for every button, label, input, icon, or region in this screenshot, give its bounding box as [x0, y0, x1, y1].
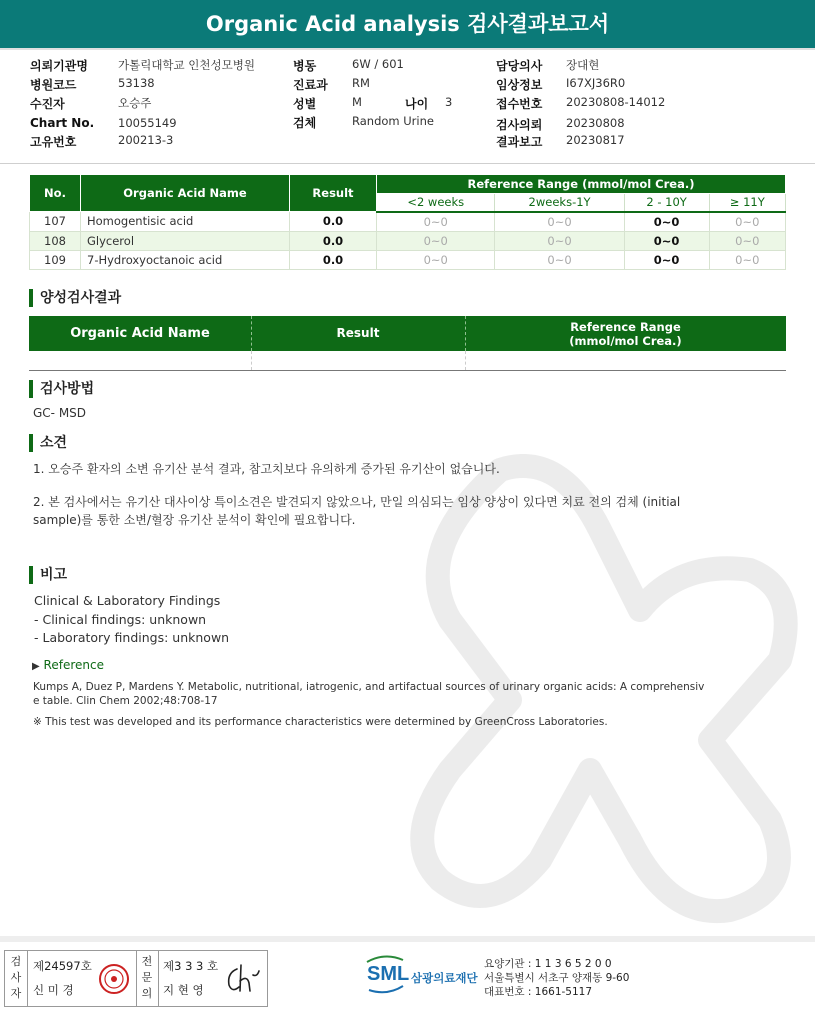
pos-col-result: Result	[336, 326, 380, 340]
company-info-line2: 서울특별시 서초구 양재동 9-60	[484, 972, 630, 984]
label-chart-no: Chart No.	[30, 116, 95, 130]
value-request-date: 20230808	[566, 116, 625, 130]
header-divider	[0, 163, 815, 164]
col-header-ref-2w1y: 2weeks-1Y	[495, 194, 624, 212]
section-positive-title: 양성검사결과	[29, 289, 121, 307]
reference-line1: Kumps A, Duez P, Mardens Y. Metabolic, nutritional, iatrogenic, and artifactual sources of urinary organic acids: A comprehensiv	[33, 681, 705, 693]
findings-p1: 1. 오승주 환자의 소변 유기산 분석 결과, 참고치보다 유의하게 증가된 유기산이 없습니다.	[33, 462, 500, 476]
value-sex: M	[352, 95, 362, 109]
positive-table-empty-row	[29, 351, 786, 371]
section-findings-title: 소견	[29, 434, 67, 452]
pos-divider	[465, 351, 466, 370]
table-row	[30, 231, 786, 250]
col-header-no: No.	[30, 175, 81, 212]
disclaimer-note: ※ This test was developed and its performance characteristics were determined by GreenCross Laboratories.	[33, 716, 608, 728]
expert-signature-icon	[223, 961, 261, 997]
label-receipt-no: 접수번호	[496, 97, 543, 111]
footer-bar	[0, 936, 815, 942]
value-clinical-info: I67XJ36R0	[566, 76, 626, 90]
label-patient: 수진자	[30, 97, 65, 111]
watermark-cross-icon	[380, 440, 810, 960]
row-name: Homogentisic acid	[81, 212, 290, 232]
row-ref: 0~0	[624, 250, 709, 269]
row-ref: 0~0	[377, 250, 495, 269]
row-no: 108	[30, 231, 81, 250]
table-row	[30, 250, 786, 269]
remarks-line1: Clinical & Laboratory Findings	[34, 593, 221, 608]
label-sex: 성별	[293, 97, 317, 111]
tester-label	[7, 954, 25, 1002]
section-method-title: 검사방법	[29, 380, 94, 398]
row-no: 109	[30, 250, 81, 269]
sml-logo-text: SML	[367, 963, 410, 985]
label-dept: 진료과	[293, 78, 328, 92]
value-chart-no: 10055149	[118, 116, 177, 130]
section-remarks-title: 비고	[29, 566, 67, 584]
findings-p2-line2: sample)를 통한 소변/혈장 유기산 분석이 확인에 필요합니다.	[33, 513, 356, 527]
value-patient: 오승주	[118, 96, 152, 110]
expert-label-char: 전	[141, 955, 153, 968]
pos-col-name: Organic Acid Name	[70, 326, 210, 341]
label-report-date: 결과보고	[496, 135, 543, 149]
label-doctor: 담당의사	[496, 59, 543, 73]
pos-col-ref-line2: (mmol/mol Crea.)	[569, 334, 682, 348]
header-info	[30, 57, 790, 152]
label-request-date: 검사의뢰	[496, 118, 543, 132]
col-header-ref-11y: ≥ 11Y	[709, 194, 785, 212]
row-ref: 0~0	[495, 250, 624, 269]
signature-box	[4, 950, 268, 1007]
col-header-name: Organic Acid Name	[81, 175, 290, 212]
row-name: 7-Hydroxyoctanoic acid	[81, 250, 290, 269]
row-name: Glycerol	[81, 231, 290, 250]
value-unique-no: 200213-3	[118, 133, 174, 147]
tester-name: 신 미 경	[33, 983, 74, 997]
expert-license-no: 제3 3 3 호	[163, 959, 219, 973]
value-age: 3	[445, 95, 453, 109]
row-no: 107	[30, 212, 81, 232]
tester-label-char: 자	[10, 987, 22, 1000]
label-hospital: 의뢰기관명	[30, 59, 88, 73]
row-ref: 0~0	[624, 231, 709, 250]
results-table	[29, 174, 786, 270]
tester-label-char: 검	[10, 955, 22, 968]
value-ward: 6W / 601	[352, 57, 404, 71]
pos-col-ref	[465, 320, 786, 348]
pos-col-ref-line1: Reference Range	[570, 320, 681, 334]
label-unique-no: 고유번호	[30, 135, 77, 149]
expert-label	[138, 954, 156, 1002]
row-ref: 0~0	[377, 231, 495, 250]
row-result: 0.0	[290, 231, 377, 250]
remarks-line3: - Laboratory findings: unknown	[34, 630, 230, 645]
row-ref: 0~0	[709, 231, 785, 250]
sign-divider	[27, 951, 28, 1006]
row-ref: 0~0	[495, 212, 624, 232]
sign-divider	[136, 951, 137, 1006]
reference-header	[32, 658, 104, 672]
report-title: Organic Acid analysis 검사결과보고서	[0, 0, 815, 50]
value-report-date: 20230817	[566, 133, 625, 147]
expert-name: 지 현 영	[163, 983, 204, 997]
col-header-result: Result	[290, 175, 377, 212]
pos-divider	[251, 351, 252, 370]
expert-label-char: 문	[141, 971, 153, 984]
triangle-right-icon: ▶	[32, 661, 40, 672]
value-dept: RM	[352, 76, 370, 90]
company-info-line3: 대표번호 : 1661-5117	[484, 986, 593, 998]
col-header-ref: Reference Range (mmol/mol Crea.)	[377, 175, 786, 194]
table-row	[30, 212, 786, 232]
method-text: GC- MSD	[33, 406, 87, 420]
row-ref: 0~0	[709, 250, 785, 269]
col-header-ref-2-10y: 2 - 10Y	[624, 194, 709, 212]
row-ref: 0~0	[377, 212, 495, 232]
row-ref: 0~0	[624, 212, 709, 232]
label-clinical-info: 임상정보	[496, 78, 543, 92]
positive-table-header	[29, 316, 786, 351]
value-receipt-no: 20230808-14012	[566, 95, 666, 109]
value-hospital: 가톨릭대학교 인천성모병원	[118, 58, 255, 72]
expert-label-char: 의	[141, 987, 153, 1000]
company-info	[484, 957, 629, 999]
value-doctor: 장대현	[566, 58, 600, 72]
findings-p2-line1: 2. 본 검사에서는 유기산 대사이상 특이소견은 발견되지 않았으나, 만일 의심되는 임상 양상이 있다면 치료 전의 검체 (initial	[33, 495, 681, 509]
label-specimen: 검체	[293, 116, 317, 130]
row-result: 0.0	[290, 212, 377, 232]
row-ref: 0~0	[495, 231, 624, 250]
col-header-ref-lt2w: <2 weeks	[377, 194, 495, 212]
value-hospital-code: 53138	[118, 76, 155, 90]
sign-divider	[158, 951, 159, 1006]
row-ref: 0~0	[709, 212, 785, 232]
value-specimen: Random Urine	[352, 114, 434, 128]
tester-license-no: 제24597호	[33, 959, 92, 973]
company-name: 삼광의료재단	[411, 971, 478, 985]
remarks-line2: - Clinical findings: unknown	[34, 612, 207, 627]
tester-label-char: 사	[10, 971, 22, 984]
reference-line2: e table. Clin Chem 2002;48:708-17	[33, 695, 218, 707]
label-ward: 병동	[293, 59, 317, 73]
reference-title: Reference	[43, 658, 104, 672]
label-age: 나이	[405, 97, 429, 111]
label-hospital-code: 병원코드	[30, 78, 77, 92]
positive-table	[29, 316, 786, 371]
row-result: 0.0	[290, 250, 377, 269]
tester-seal-icon	[98, 963, 130, 995]
company-info-line1: 요양기관 : 1 1 3 6 5 2 0 0	[484, 958, 612, 970]
